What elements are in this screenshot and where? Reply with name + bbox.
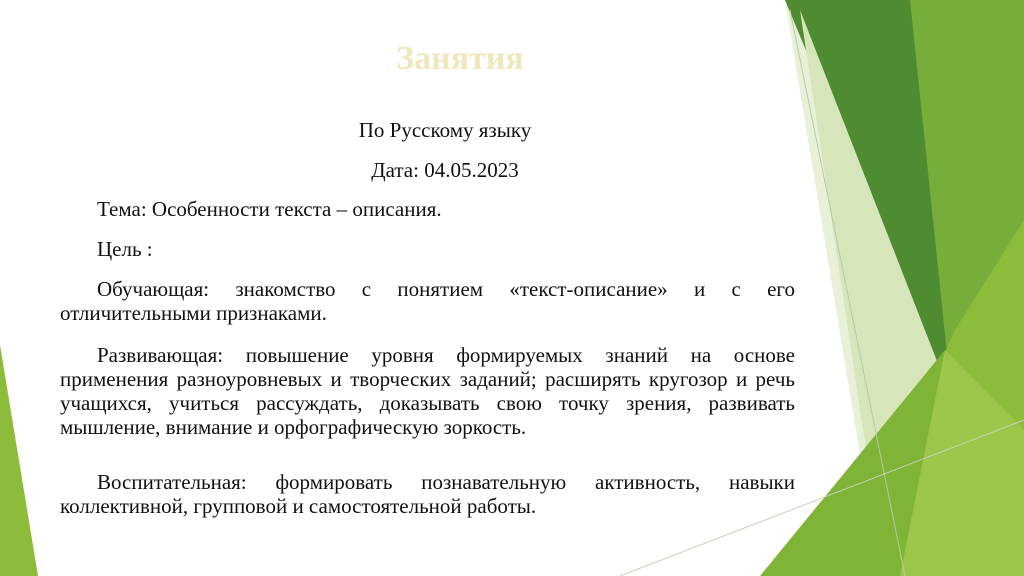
goal-label: Цель : (97, 237, 153, 261)
topic-paragraph: Тема: Особенности текста – описания. (97, 197, 442, 221)
developing-goal-paragraph: Развивающая: повышение уровня формируемых знаний на основе применения разноуровневых и творческих заданий; расширять кругозор и речь учащихся, учиться рассуждать, доказывать свою точку зрения, развивать мышление, внимание и орфографическую зоркость. (60, 343, 795, 439)
upbringing-goal-paragraph: Воспитательная: формировать познавательную активность, навыки коллективной, групповой и самостоятельной работы. (60, 470, 795, 518)
left-green-triangle (0, 345, 38, 576)
date-line: Дата: 04.05.2023 (371, 158, 519, 182)
subject-line: По Русскому языку (358, 118, 532, 142)
slide-title: Занятия (396, 40, 524, 77)
educational-goal-paragraph: Обучающая: знакомство с понятием «текст-описание» и с его отличительными признаками. (60, 277, 795, 325)
